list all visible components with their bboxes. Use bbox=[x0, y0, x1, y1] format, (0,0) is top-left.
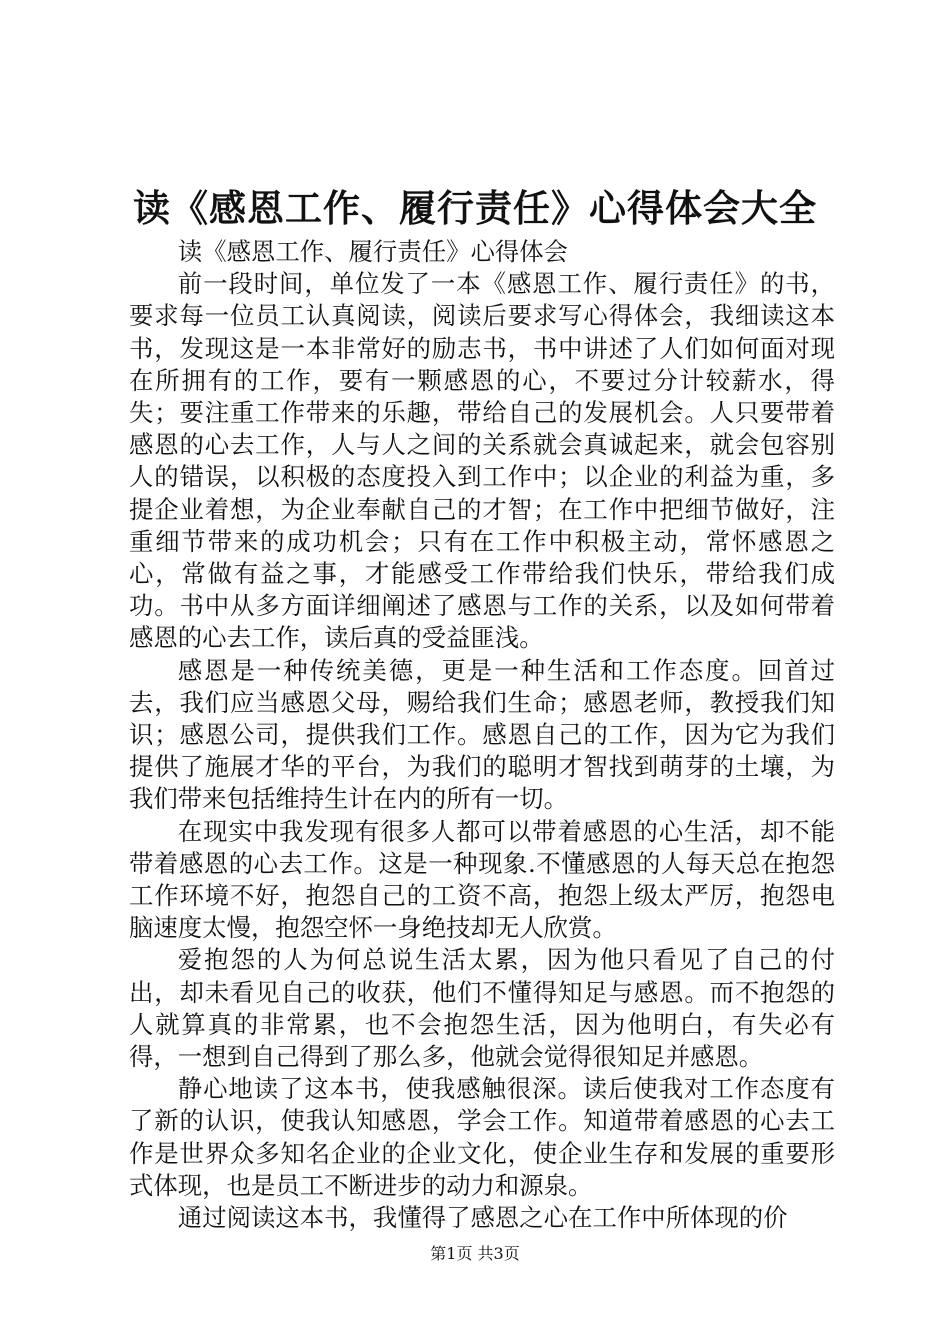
page-footer bbox=[0, 1243, 950, 1265]
subtitle-paragraph: 读《感恩工作、履行责任》心得体会 bbox=[177, 237, 569, 266]
body-paragraph: 爱抱怨的人为何总说生活太累，因为他只看见了自己的付出，却未看见自己的收获，他们不懂得知足与感恩。而不抱怨的人就算真的非常累，也不会抱怨生活，因为他明白，有失必有得，一想到自己得到了那么多，他就会觉得很知足并感恩。 bbox=[129, 945, 835, 1072]
body-paragraph: 静心地读了这本书，使我感触很深。读后使我对工作态度有了新的认识，使我认知感恩，学会工作。知道带着感恩的心去工作是世界众多知名企业的企业文化，使企业生存和发展的重要形式体现，也是员工不断进步的动力和源泉。 bbox=[129, 1074, 835, 1200]
document-body bbox=[129, 236, 835, 1234]
body-paragraph: 感恩是一种传统美德，更是一种生活和工作态度。回首过去，我们应当感恩父母，赐给我们生命；感恩老师，教授我们知识；感恩公司，提供我们工作。感恩自己的工作，因为它为我们提供了施展才华的平台，为我们的聪明才智找到萌芽的土壤，为我们带来包括维持生计在内的所有一切。 bbox=[129, 655, 835, 814]
page-indicator: 第1页 共3页 bbox=[430, 1244, 520, 1263]
document-title: 读《感恩工作、履行责任》心得体会大全 bbox=[133, 186, 817, 230]
body-paragraph: 在现实中我发现有很多人都可以带着感恩的心生活，却不能带着感恩的心去工作。这是一种现象.不懂感恩的人每天总在抱怨工作环境不好，抱怨自己的工资不高，抱怨上级太严厉，抱怨电脑速度太慢，抱怨空怀一身绝技却无人欣赏。 bbox=[129, 816, 835, 943]
body-paragraph: 前一段时间，单位发了一本《感恩工作、履行责任》的书，要求每一位员工认真阅读，阅读后要求写心得体会，我细读这本书，发现这是一本非常好的励志书，书中讲述了人们如何面对现在所拥有的工作，要有一颗感恩的心，不要过分计较薪水，得失；要注重工作带来的乐趣，带给自己的发展机会。人只要带着感恩的心去工作，人与人之间的关系就会真诚起来，就会包容别人的错误，以积极的态度投入到工作中；以企业的利益为重，多提企业着想，为企业奉献自己的才智；在工作中把细节做好，注重细节带来的成功机会；只有在工作中积极主动，常怀感恩之心，常做有益之事，才能感受工作带给我们快乐，带给我们成功。书中从多方面详细阐述了感恩与工作的关系，以及如何带着感恩的心去工作，读后真的受益匪浅。 bbox=[129, 269, 835, 653]
body-paragraph: 通过阅读这本书，我懂得了感恩之心在工作中所体现的价 bbox=[177, 1203, 788, 1233]
